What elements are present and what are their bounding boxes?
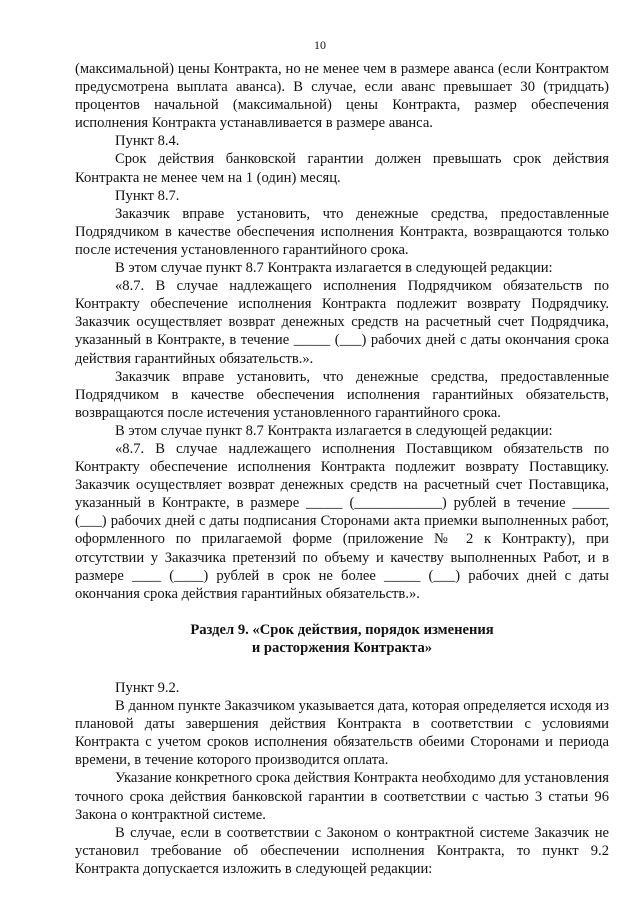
quoted-clause: «8.7. В случае надлежащего исполнения Поставщиком обязательств по Контракту обеспечение исполнения Контракта подлежит возврату Поставщику. Заказчик осуществляет возврат денежных средств на расчетный счет Поставщика, указанный в Контракте, в размере _____ (____________) рублей в течение _____ (___) рабочих дней с даты подписания Сторонами акта приемки выполненных работ, оформленного по прилагаемой форме (приложение № 2 к Контракту), при отсутствии у Заказчика претензий по объему и качеству выполненных Работ, и в размере ____ (____) рублей в срок не более _____ (___) рабочих дней с даты окончания срока действия гарантийных обязательств.». xyxy=(75,440,609,602)
paragraph: Заказчик вправе установить, что денежные средства, предоставленные Подрядчиком в качестве обеспечения исполнения Контракта, возвращаются только после истечения установленного гарантийного срока. xyxy=(75,205,609,258)
clause-label: Пункт 8.4. xyxy=(115,133,180,150)
section-heading-line2: и расторжения Контракта» xyxy=(251,639,433,656)
paragraph: В случае, если в соответствии с Законом о контрактной системе Заказчик не установил требование об обеспечении исполнения Контракта, то пункт 9.2 Контракта допускается изложить в следующей редакции: xyxy=(75,824,609,877)
paragraph: В данном пункте Заказчиком указывается дата, которая определяется исходя из плановой даты завершения действия Контракта в соответствии с условиями Контракта с учетом сроков исполнения обязательств обеими Сторонами и периода времени, в течение которого производится оплата. xyxy=(75,698,609,769)
section-heading xyxy=(75,621,609,657)
paragraph: (максимальной) цены Контракта, но не менее чем в размере аванса (если Контрактом предусмотрена выплата аванса). В случае, если аванс превышает 30 (тридцать) процентов начальной (максимальной) цены Контракта, размер обеспечения исполнения Контракта устанавливается в размере аванса. xyxy=(75,61,609,132)
paragraph: Срок действия банковской гарантии должен превышать срок действия Контракта не менее чем на 1 (один) месяц. xyxy=(75,151,609,186)
clause-label: Пункт 8.7. xyxy=(115,187,180,204)
paragraph: В этом случае пункт 8.7 Контракта излагается в следующей редакции: xyxy=(115,422,553,439)
paragraph: Указание конкретного срока действия Контракта необходимо для установления точного срока действия банковской гарантии в соответствии с частью 3 статьи 96 Закона о контрактной системе. xyxy=(75,770,609,823)
paragraph: Заказчик вправе установить, что денежные средства, предоставленные Подрядчиком в качестве обеспечения исполнения гарантийных обязательств, возвращаются после истечения установленного гарантийного срока. xyxy=(75,368,609,421)
page-number: 10 xyxy=(314,38,326,52)
quoted-clause: «8.7. В случае надлежащего исполнения Подрядчиком обязательств по Контракту обеспечение исполнения Контракта подлежит возврату Подрядчику. Заказчик осуществляет возврат денежных средств на расчетный счет Подрядчика, указанный в Контракте, в течение _____ (___) рабочих дней с даты окончания срока действия гарантийных обязательств.». xyxy=(75,278,609,367)
clause-label: Пункт 9.2. xyxy=(115,680,180,696)
document-body xyxy=(75,60,609,878)
paragraph: В этом случае пункт 8.7 Контракта излагается в следующей редакции: xyxy=(115,260,553,277)
section-heading-line1: Раздел 9. «Срок действия, порядок изменения xyxy=(190,621,494,638)
